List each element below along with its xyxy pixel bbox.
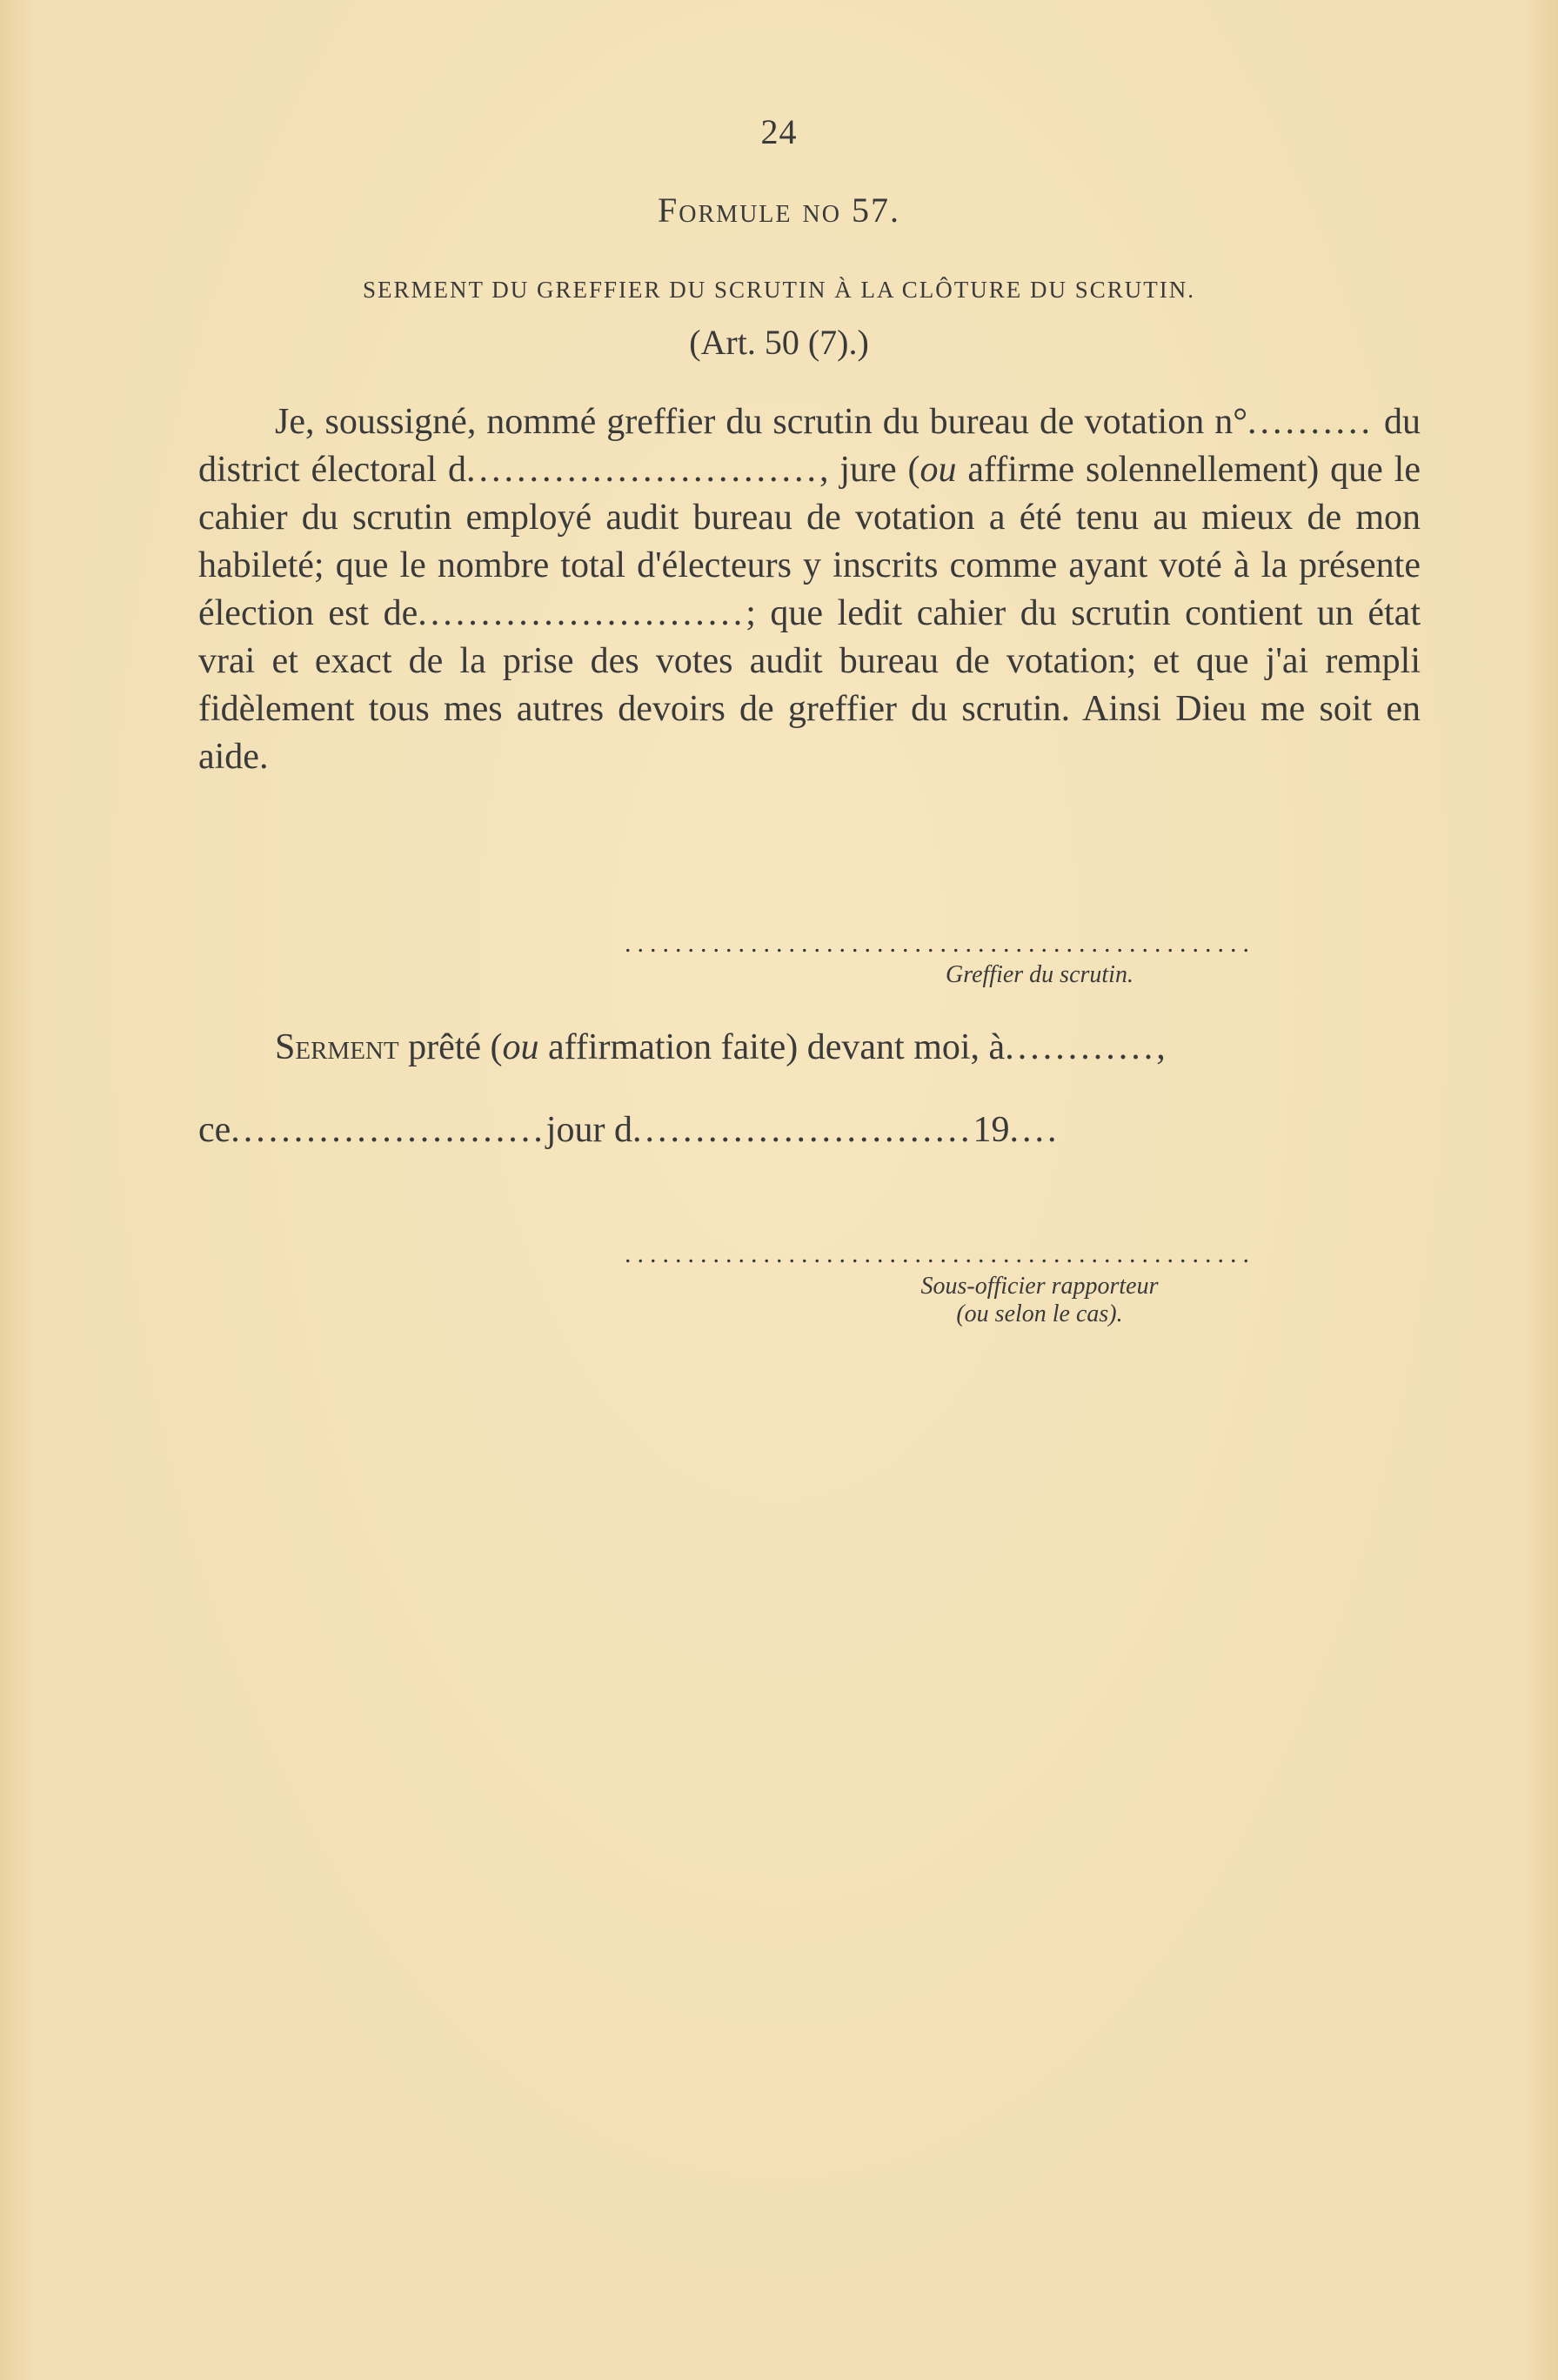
oath-body [198, 398, 1421, 781]
article-reference: (Art. 50 (7).) [689, 323, 869, 362]
serment-italic-ou: ou [502, 1027, 539, 1067]
oath-text-part3: , jure ( [819, 450, 920, 490]
blank-district: ............................ [465, 450, 819, 490]
date-ce: ce [198, 1110, 231, 1150]
date-year-prefix: 19 [973, 1110, 1010, 1150]
form-title [0, 190, 1558, 231]
blank-total-electors: .......................... [418, 593, 746, 633]
caption-officer-line2: (ou selon le cas). [956, 1300, 1123, 1327]
blank-place: ............ [1005, 1027, 1157, 1067]
blank-day: ......................... [231, 1110, 546, 1150]
form-title-text: Formule no 57. [658, 191, 900, 230]
signature-caption-officer [835, 1273, 1244, 1328]
signature-caption-clerk: Greffier du scrutin. [946, 961, 1133, 988]
signature-line-clerk: .................................................. [625, 929, 1255, 958]
blank-year: .... [1009, 1110, 1060, 1150]
serment-line [275, 1026, 1441, 1068]
serment-text2: affirmation faite) devant moi, à [538, 1027, 1006, 1067]
oath-italic-ou: ou [919, 450, 957, 490]
oath-text-part2: du district électoral d [198, 402, 1421, 490]
date-line [198, 1109, 1434, 1151]
oath-text-part5: ; que ledit cahier du scrutin contient un état vrai et exact de la prise des votes audit bureau de votation; et que j'ai rempli fidèlement tous mes autres devoirs de greffier du scrutin. Ainsi Dieu me soit en aide. [198, 593, 1421, 777]
oath-paragraph [198, 398, 1421, 781]
oath-text-part1: Je, soussigné, nommé greffier du scrutin du bureau de votation n° [275, 402, 1248, 442]
oath-text-part4: affirme solennellement) que le cahier du scrutin employé audit bureau de votation a été tenu au mieux de mon habileté; que le nombre total d'électeurs y inscrits comme ayant voté à la présente élection est de [198, 450, 1421, 633]
serment-lead: Serment [275, 1027, 399, 1067]
oath-title: SERMENT DU GREFFIER DU SCRUTIN À LA CLÔTURE DU SCRUTIN. [362, 277, 1196, 303]
caption-officer-line1: Sous-officier rapporteur [920, 1273, 1159, 1300]
date-jour: jour d [545, 1110, 632, 1150]
blank-month: ........................... [632, 1110, 973, 1150]
blank-bureau-number: .......... [1247, 402, 1374, 442]
serment-end: , [1156, 1027, 1166, 1067]
signature-line-officer: .................................................. [625, 1240, 1255, 1268]
page-number: 24 [760, 112, 798, 151]
serment-text1: prêté ( [398, 1027, 503, 1067]
